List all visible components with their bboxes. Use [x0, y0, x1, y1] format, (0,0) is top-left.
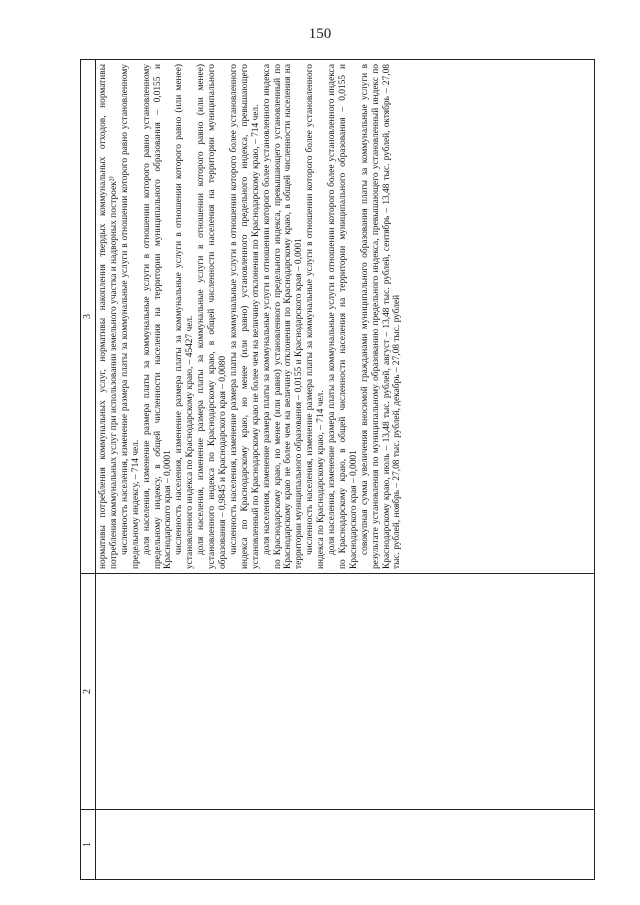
page-number: 150 — [308, 26, 332, 42]
paragraph: численность населения, изменение размера платы за коммунальные услуги в отношении которого более установленного индекса по Краснодарскому краю, – 714 чел. — [305, 64, 327, 569]
paragraph: численность населения, изменение размера платы за коммунальные услуги в отношении которого равно (или менее) установленного индекса по Краснодарскому краю, – 45427 чел. — [174, 64, 196, 569]
paragraph: доля населения, изменение размера платы за коммунальные услуги в отношении которого более установленного индекса по Краснодарскому краю, в общей численности населения на территории муниципального образования – 0,0155 и Краснодарского края – 0,0001 — [327, 64, 359, 569]
paragraph: доля населения, изменение размера платы за коммунальные услуги в отношении которого равно (или менее) установленного индекса по Краснодарскому краю, в общей численности населения на территории муниципального образования – 0,9845 и Краснодарского края – 0,0080 — [196, 64, 228, 569]
paragraph: доля населения, изменение размера платы за коммунальные услуги в отношении которого более установленного индекса по Краснодарскому краю, но менее (или равно) установленного предельного индекса, превышающего установленный по Краснодарскому краю не более чем на величину отклонения по Краснодарскому краю, в общей численности населения на территории муниципального образования – 0,0155 и Краснодарского края – 0,0001 — [261, 64, 305, 569]
table-header-row — [81, 60, 96, 880]
paragraph: доля населения, изменение размера платы за коммунальные услуги в отношении которого равно установленному предельному индексу, в общей численности населения на территории муниципального образования – 0,0155 и Краснодарского края – 0,0001 — [141, 64, 174, 569]
paragraph: численность населения, изменение размера платы за коммунальные услуги в отношении которого равно установленному предельному индексу, – 714 чел. — [119, 64, 141, 569]
paragraph: нормативы потребления коммунальных услуг, нормативы накопления твердых коммунальных отходов, нормативы потребления коммунальных услуг при использовании земельного участка и надворных построек²⁾ — [98, 64, 119, 569]
indicator-table — [80, 59, 595, 880]
cell-col-2 — [96, 574, 595, 810]
indicator-text — [96, 60, 405, 573]
table-row — [96, 60, 595, 880]
column-header-3: 3 — [81, 60, 96, 574]
paragraph: численность населения, изменение размера платы за коммунальные услуги в отношении которого более установленного индекса по Краснодарскому краю, но менее (или равно) установленного предельного индекса, превышающего установленный по Краснодарскому краю не более чем на величину отклонения по Краснодарскому краю, – 714 чел. — [228, 64, 261, 569]
rotated-table-container — [80, 60, 595, 880]
cell-col-1 — [96, 810, 595, 880]
column-header-2: 2 — [81, 574, 96, 810]
cell-col-3 — [96, 60, 595, 574]
paragraph: совокупная сумма увеличения вносимой гражданами муниципального образования платы за коммунальные услуги в результате установления по муниципальному образованию предельного индекса, превышающего установленный индекс по Краснодарскому краю, июль – 13,48 тыс. рублей, август – 13,48 тыс. рублей, сентябрь – 13,48 тыс. рублей, октябрь – 27,08 тыс. рублей, ноябрь – 27,08 тыс. рублей, декабрь – 27,08 тыс. рублей — [359, 64, 403, 569]
column-header-1: 1 — [81, 810, 96, 880]
